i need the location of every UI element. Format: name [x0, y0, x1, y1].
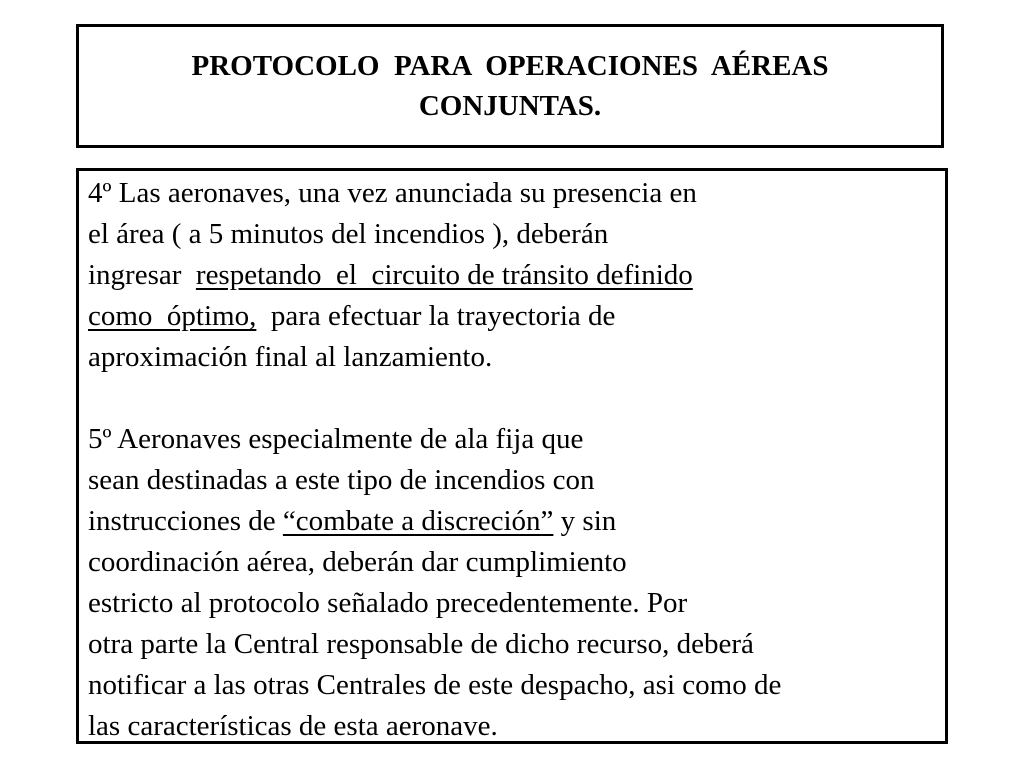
paragraph-4-line-2: el área ( a 5 minutos del incendios ), deberán — [88, 218, 609, 250]
paragraph-4-line-4-text: para efectuar la trayectoria de — [256, 300, 616, 332]
underlined-phrase-combate: “combate a discreción” — [282, 505, 554, 537]
paragraph-4 — [88, 173, 945, 378]
paragraph-5-line-5: estricto al protocolo señalado precedentemente. Por — [88, 587, 688, 619]
paragraph-4-line-3 — [88, 255, 945, 296]
paragraph-5-line-6: otra parte la Central responsable de dicho recurso, deberá — [88, 628, 754, 660]
paragraph-spacer — [88, 378, 945, 419]
paragraph-5-line-8: las características de esta aeronave. — [88, 710, 498, 742]
paragraph-4-line-1: 4º Las aeronaves, una vez anunciada su presencia en — [88, 177, 697, 209]
paragraph-4-line-3-text: ingresar — [88, 259, 196, 291]
paragraph-5 — [88, 419, 945, 747]
content-box — [76, 168, 948, 744]
paragraph-5-line-3-text: instrucciones de — [88, 505, 283, 537]
paragraph-4-line-5: aproximación final al lanzamiento. — [88, 341, 493, 373]
title-line-2: CONJUNTAS. — [418, 90, 602, 122]
underlined-phrase-optimo: como óptimo, — [88, 300, 257, 332]
paragraph-5-line-2: sean destinadas a este tipo de incendios con — [88, 464, 595, 496]
paragraph-5-line-1: 5º Aeronaves especialmente de ala fija que — [88, 423, 584, 455]
underlined-phrase-circuito: respetando el circuito de tránsito definido — [195, 259, 693, 291]
title-box — [76, 24, 944, 148]
paragraph-5-line-3 — [88, 501, 945, 542]
title-line-1: PROTOCOLO PARA OPERACIONES AÉREAS — [191, 50, 829, 82]
paragraph-5-line-3-tail: y sin — [553, 505, 617, 537]
paragraph-5-line-4: coordinación aérea, deberán dar cumplimiento — [88, 546, 627, 578]
paragraph-5-line-7: notificar a las otras Centrales de este despacho, asi como de — [88, 669, 782, 701]
paragraph-4-line-4 — [88, 296, 945, 337]
